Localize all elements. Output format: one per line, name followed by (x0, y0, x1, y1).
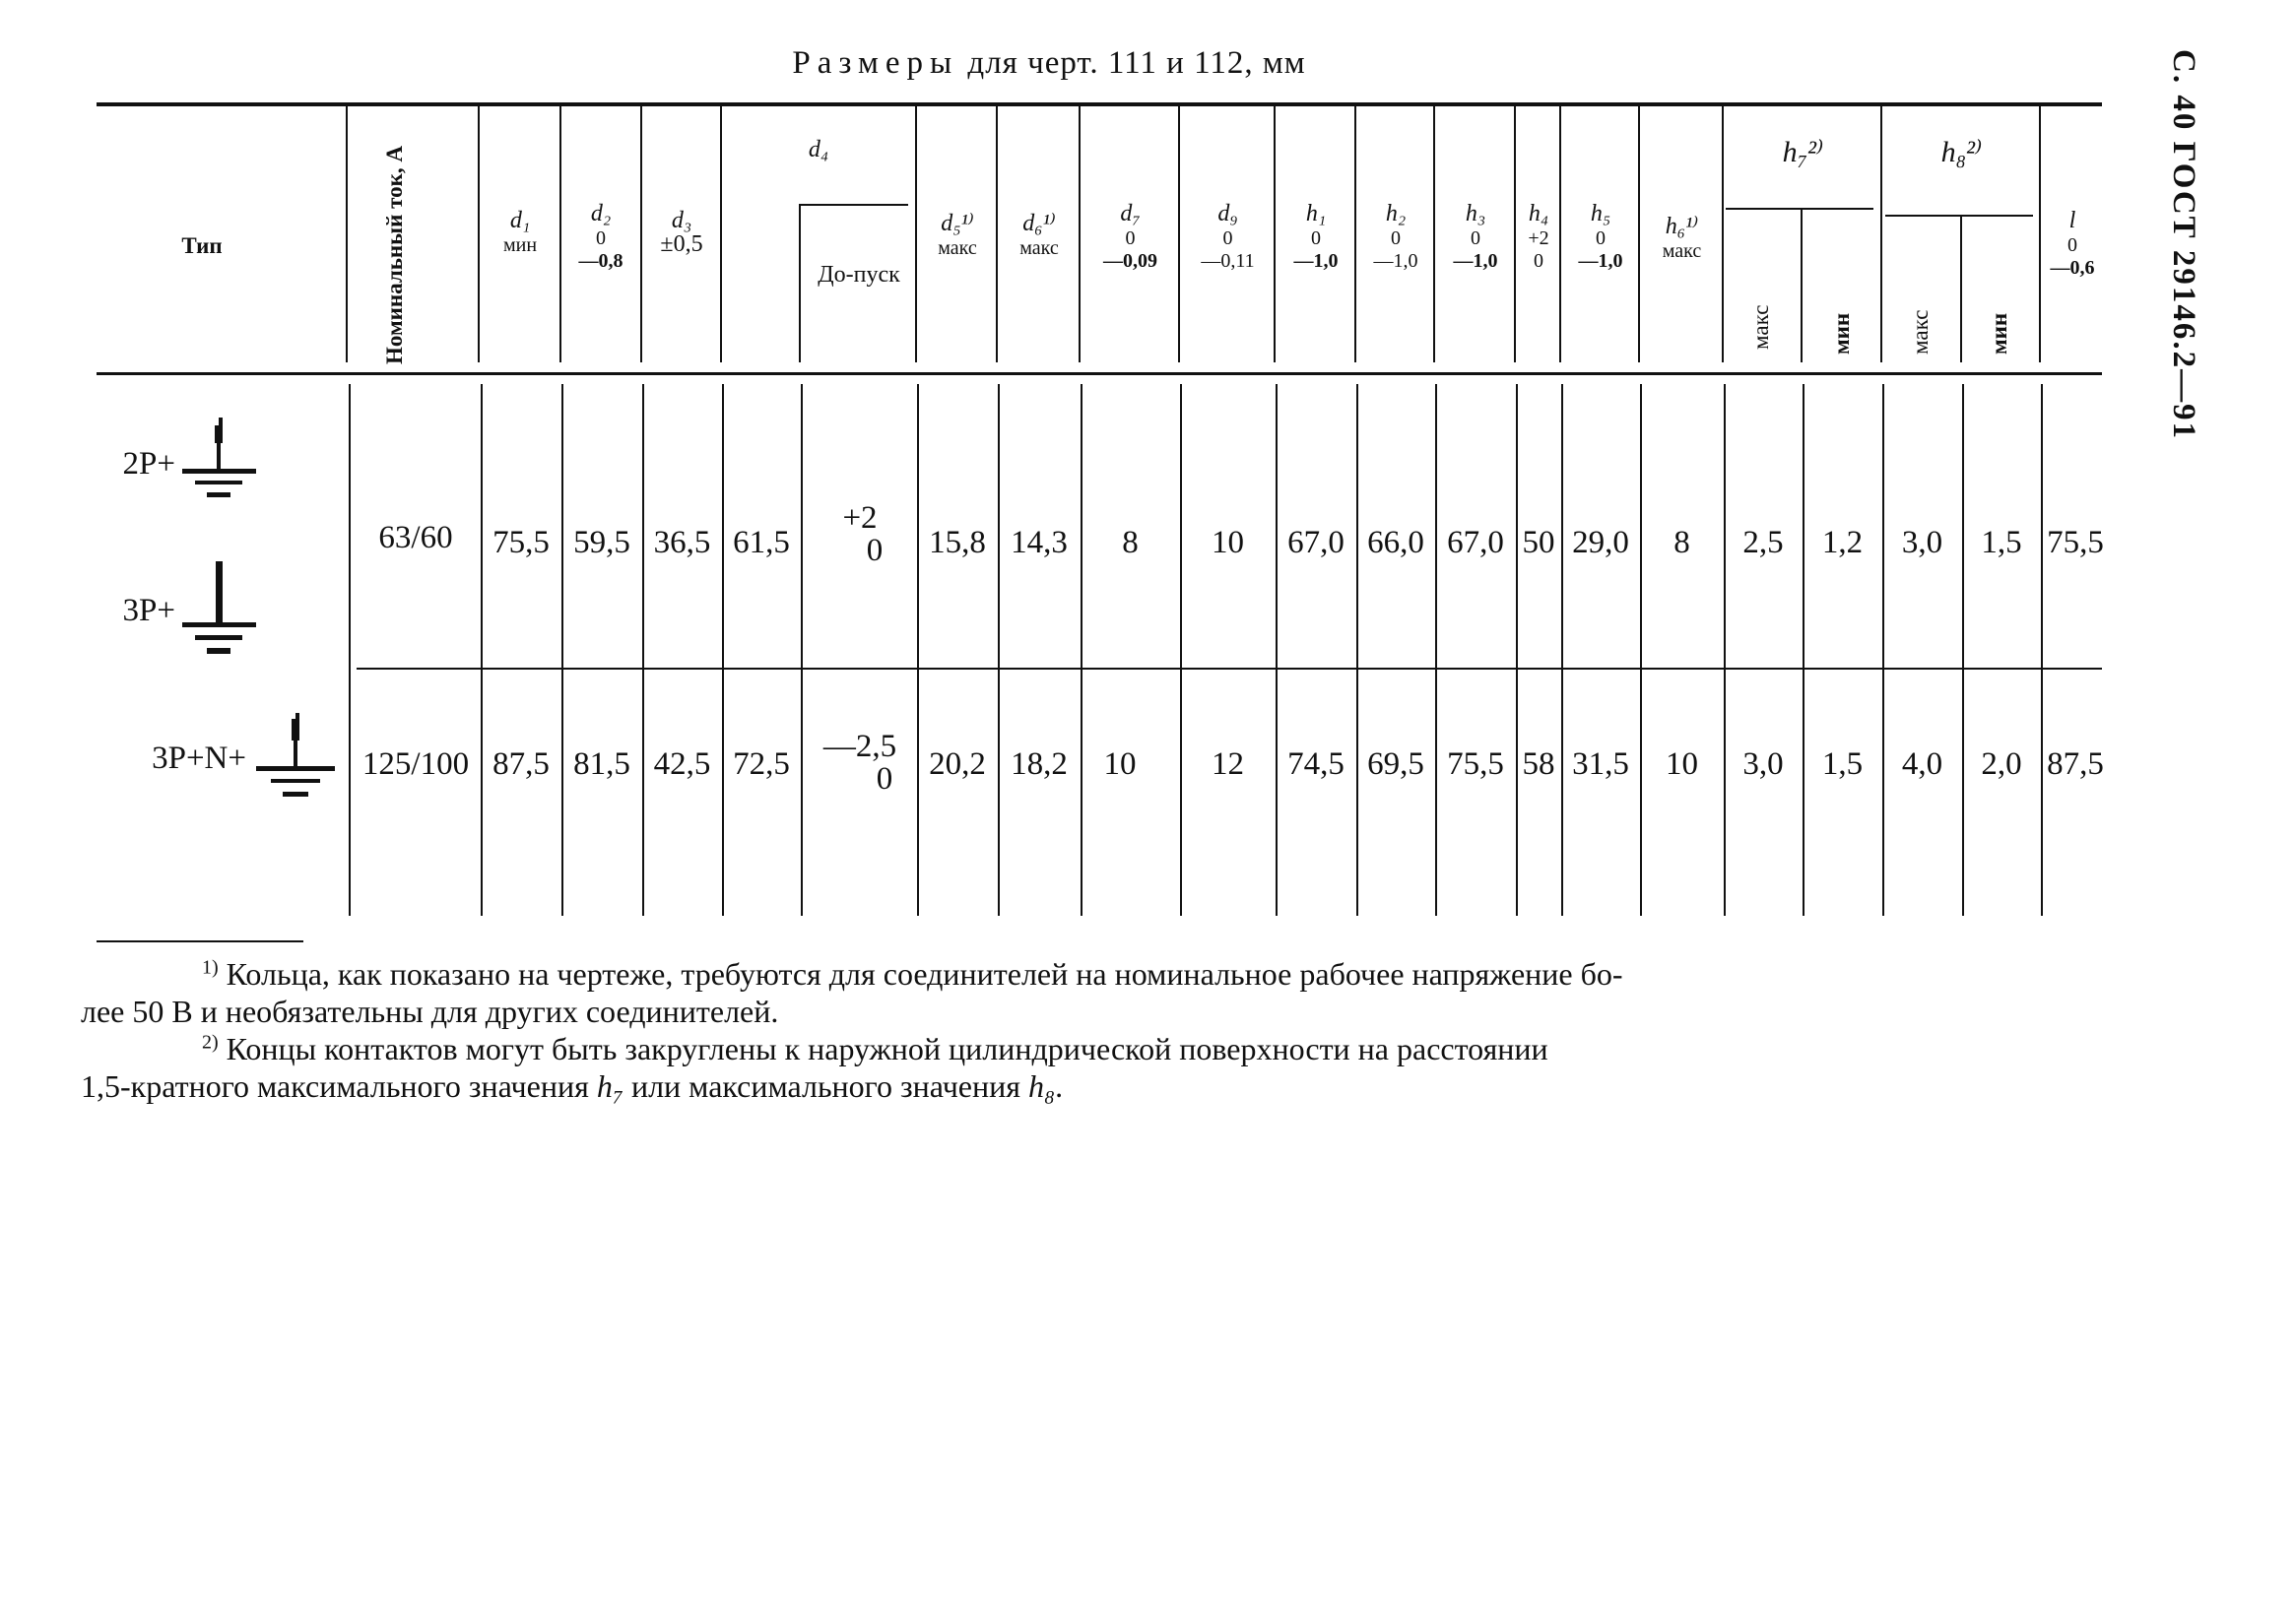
type-3pn: 3P+N+ (152, 741, 246, 776)
cell-h7-max: 3,0 (1742, 746, 1784, 782)
header-d5: d₅¹⁾ (941, 211, 974, 236)
footnote-2-text: Концы контактов могут быть закруглены к наружной цилиндрической поверхности на расстоянии (226, 1031, 1548, 1066)
col-line (642, 384, 644, 916)
col-line (1801, 208, 1803, 362)
page-header: С. 40 ГОСТ 29146.2—91 (2166, 49, 2201, 441)
cell-l: 87,5 (2047, 746, 2104, 782)
header-l-tol-bot: —0,6 (2050, 257, 2095, 279)
footnote-2-h8: h₈ (1027, 1068, 1056, 1104)
cell-d3: 36,5 (653, 525, 711, 560)
h8-split-rule (1885, 215, 2033, 217)
type-3p: 3P+ (122, 593, 175, 628)
footnote-2-text-b: или максимального значения (623, 1068, 1028, 1104)
type-2p: 2P+ (122, 446, 175, 482)
cell-d5: 15,8 (929, 525, 986, 560)
cell-h7-min: 1,5 (1821, 746, 1864, 782)
header-h1: h₁ (1305, 201, 1327, 226)
header-h3-tol-bot: —1,0 (1453, 250, 1498, 272)
d4-split-rule (800, 204, 908, 206)
header-d4-tol-label: До-пуск (818, 262, 900, 288)
header-l: l (2068, 208, 2076, 233)
cell-h4: 50 (1522, 525, 1555, 560)
col-line (1803, 384, 1804, 916)
cell-current: 63/60 (378, 520, 453, 555)
cell-d3: 42,5 (653, 746, 711, 782)
col-line (561, 384, 563, 916)
cell-d1: 75,5 (492, 525, 550, 560)
footnote-1-text: Кольца, как показано на чертеже, требуются для соединителей на номинальное рабочее напряжение бо- (226, 956, 1623, 992)
cell-d9: 10 (1212, 525, 1244, 560)
header-d7-tol-bot: —0,09 (1103, 250, 1157, 272)
header-h4-tol-top: +2 (1528, 227, 1549, 249)
cell-d4: 72,5 (733, 746, 790, 782)
header-h6: h₆¹⁾ (1665, 214, 1699, 239)
cell-d4-tol-top: +2 (842, 500, 878, 536)
header-h7: h₇²⁾ (1782, 136, 1824, 168)
ground-contact-icon (177, 414, 261, 502)
col-line (801, 384, 803, 916)
cell-h6: 8 (1673, 525, 1690, 560)
cell-d1: 87,5 (492, 746, 550, 782)
header-h1-tol-top: 0 (1311, 227, 1321, 249)
table-top-rule (97, 102, 2102, 106)
col-line (1960, 215, 1962, 362)
col-line (1081, 384, 1082, 916)
header-l-tol-top: 0 (2067, 234, 2077, 256)
col-line (1276, 384, 1278, 916)
footnote-1-mark: 1) (202, 956, 219, 979)
cell-h5: 29,0 (1572, 525, 1629, 560)
header-type: Тип (181, 233, 223, 258)
header-h4-tol-bot: 0 (1534, 250, 1543, 272)
col-line (722, 384, 724, 916)
cell-h8-min: 1,5 (1981, 525, 2022, 560)
h7-split-rule (1726, 208, 1873, 210)
footnote-1-line-2: лее 50 В и необязательны для других соединителей. (81, 994, 779, 1029)
cell-d2: 81,5 (573, 746, 630, 782)
cell-h8-min: 2,0 (1981, 746, 2022, 782)
col-line (2041, 384, 2043, 916)
col-line (917, 384, 919, 916)
cell-current: 125/100 (361, 746, 470, 782)
cell-d7: 10 (1103, 746, 1137, 782)
col-line (998, 384, 1000, 916)
cell-h3: 75,5 (1447, 746, 1504, 782)
col-line (1561, 384, 1563, 916)
footnote-2-text-c: . (1055, 1068, 1064, 1104)
header-d9-tol-bot: —0,11 (1201, 250, 1255, 272)
header-d1-sub: мин (502, 234, 538, 256)
row-divider (357, 668, 2102, 670)
cell-h4: 58 (1522, 746, 1555, 782)
cell-h1: 74,5 (1287, 746, 1345, 782)
footnote-rule (97, 940, 303, 942)
footnote-2-text-a: 1,5-кратного максимального значения (81, 1068, 597, 1104)
header-h3: h₃ (1465, 201, 1486, 226)
cell-h7-min: 1,2 (1821, 525, 1864, 560)
footnote-2-h7: h₇ (596, 1068, 623, 1104)
header-h7-min: мин (1829, 312, 1854, 354)
col-line (346, 106, 348, 362)
header-h2-tol-bot: —1,0 (1373, 250, 1418, 272)
col-line (1962, 384, 1964, 916)
col-line (349, 384, 351, 916)
cell-h8-max: 4,0 (1901, 746, 1943, 782)
header-h2: h₂ (1385, 201, 1407, 226)
cell-h2: 66,0 (1367, 525, 1424, 560)
col-line (1435, 384, 1437, 916)
cell-d4-tol-bot: 0 (866, 533, 884, 568)
cell-h5: 31,5 (1572, 746, 1629, 782)
header-d2-tol-top: 0 (596, 227, 606, 249)
footnote-2-line-1 (202, 1030, 1548, 1067)
col-line (481, 384, 483, 916)
header-h5-tol-bot: —1,0 (1578, 250, 1623, 272)
header-h5-tol-top: 0 (1596, 227, 1606, 249)
cell-h8-max: 3,0 (1901, 525, 1943, 560)
header-d1: d₁ (509, 208, 531, 233)
header-h6-sub: макс (1662, 240, 1702, 262)
header-d3: d₃ (671, 208, 692, 233)
cell-d6: 14,3 (1011, 525, 1068, 560)
header-d7: d₇ (1120, 201, 1141, 226)
header-d2-tol-bot: —0,8 (578, 250, 623, 272)
footnote-2-line-2 (81, 1067, 1063, 1105)
col-line (478, 106, 480, 362)
header-h1-tol-bot: —1,0 (1293, 250, 1339, 272)
cell-h7-max: 2,5 (1742, 525, 1784, 560)
header-d6-sub: макс (1019, 237, 1059, 259)
header-d6: d₆¹⁾ (1022, 211, 1056, 236)
ground-contact-icon (251, 709, 340, 803)
cell-d6: 18,2 (1011, 746, 1068, 782)
header-h7-max: макс (1748, 304, 1773, 350)
table-title (0, 45, 2098, 82)
col-line (1640, 384, 1642, 916)
cell-d4-tol-top: —2,5 (822, 729, 897, 764)
cell-d7: 8 (1122, 525, 1139, 560)
header-d4: d₄ (808, 137, 829, 162)
header-d2: d₂ (590, 201, 612, 226)
header-h8-min: мин (1987, 312, 2011, 354)
header-h5: h₅ (1590, 201, 1611, 226)
header-h8: h₈²⁾ (1940, 136, 1983, 168)
cell-d2: 59,5 (573, 525, 630, 560)
col-line (1516, 384, 1518, 916)
header-h2-tol-top: 0 (1391, 227, 1401, 249)
cell-l: 75,5 (2047, 525, 2104, 560)
col-line (1882, 384, 1884, 916)
col-line (799, 204, 801, 362)
cell-h2: 69,5 (1367, 746, 1424, 782)
cell-d5: 20,2 (929, 746, 986, 782)
cell-d4: 61,5 (733, 525, 790, 560)
cell-h6: 10 (1666, 746, 1698, 782)
header-h3-tol-top: 0 (1471, 227, 1480, 249)
header-d5-sub: макс (938, 237, 977, 259)
footnote-1-line-1 (202, 955, 1623, 993)
title-prefix: Размеры (792, 45, 959, 81)
col-line (1356, 384, 1358, 916)
cell-h3: 67,0 (1447, 525, 1504, 560)
header-d9: d₉ (1217, 201, 1238, 226)
header-bottom-rule (97, 372, 2102, 375)
header-d3-tol: ±0,5 (660, 231, 703, 257)
header-d9-tol-top: 0 (1222, 227, 1233, 249)
header-h4: h₄ (1528, 201, 1549, 226)
header-d7-tol-top: 0 (1125, 227, 1136, 249)
cell-d9: 12 (1212, 746, 1244, 782)
header-h8-max: макс (1908, 309, 1933, 354)
footnote-2-mark: 2) (202, 1031, 219, 1054)
title-rest: для черт. 111 и 112, мм (967, 45, 1306, 81)
col-line (1724, 384, 1726, 916)
cell-d4-tol-bot: 0 (876, 761, 893, 797)
col-line (1180, 384, 1182, 916)
ground-icon (177, 561, 261, 660)
header-current: Номинальный ток, А (382, 146, 407, 364)
cell-h1: 67,0 (1287, 525, 1345, 560)
